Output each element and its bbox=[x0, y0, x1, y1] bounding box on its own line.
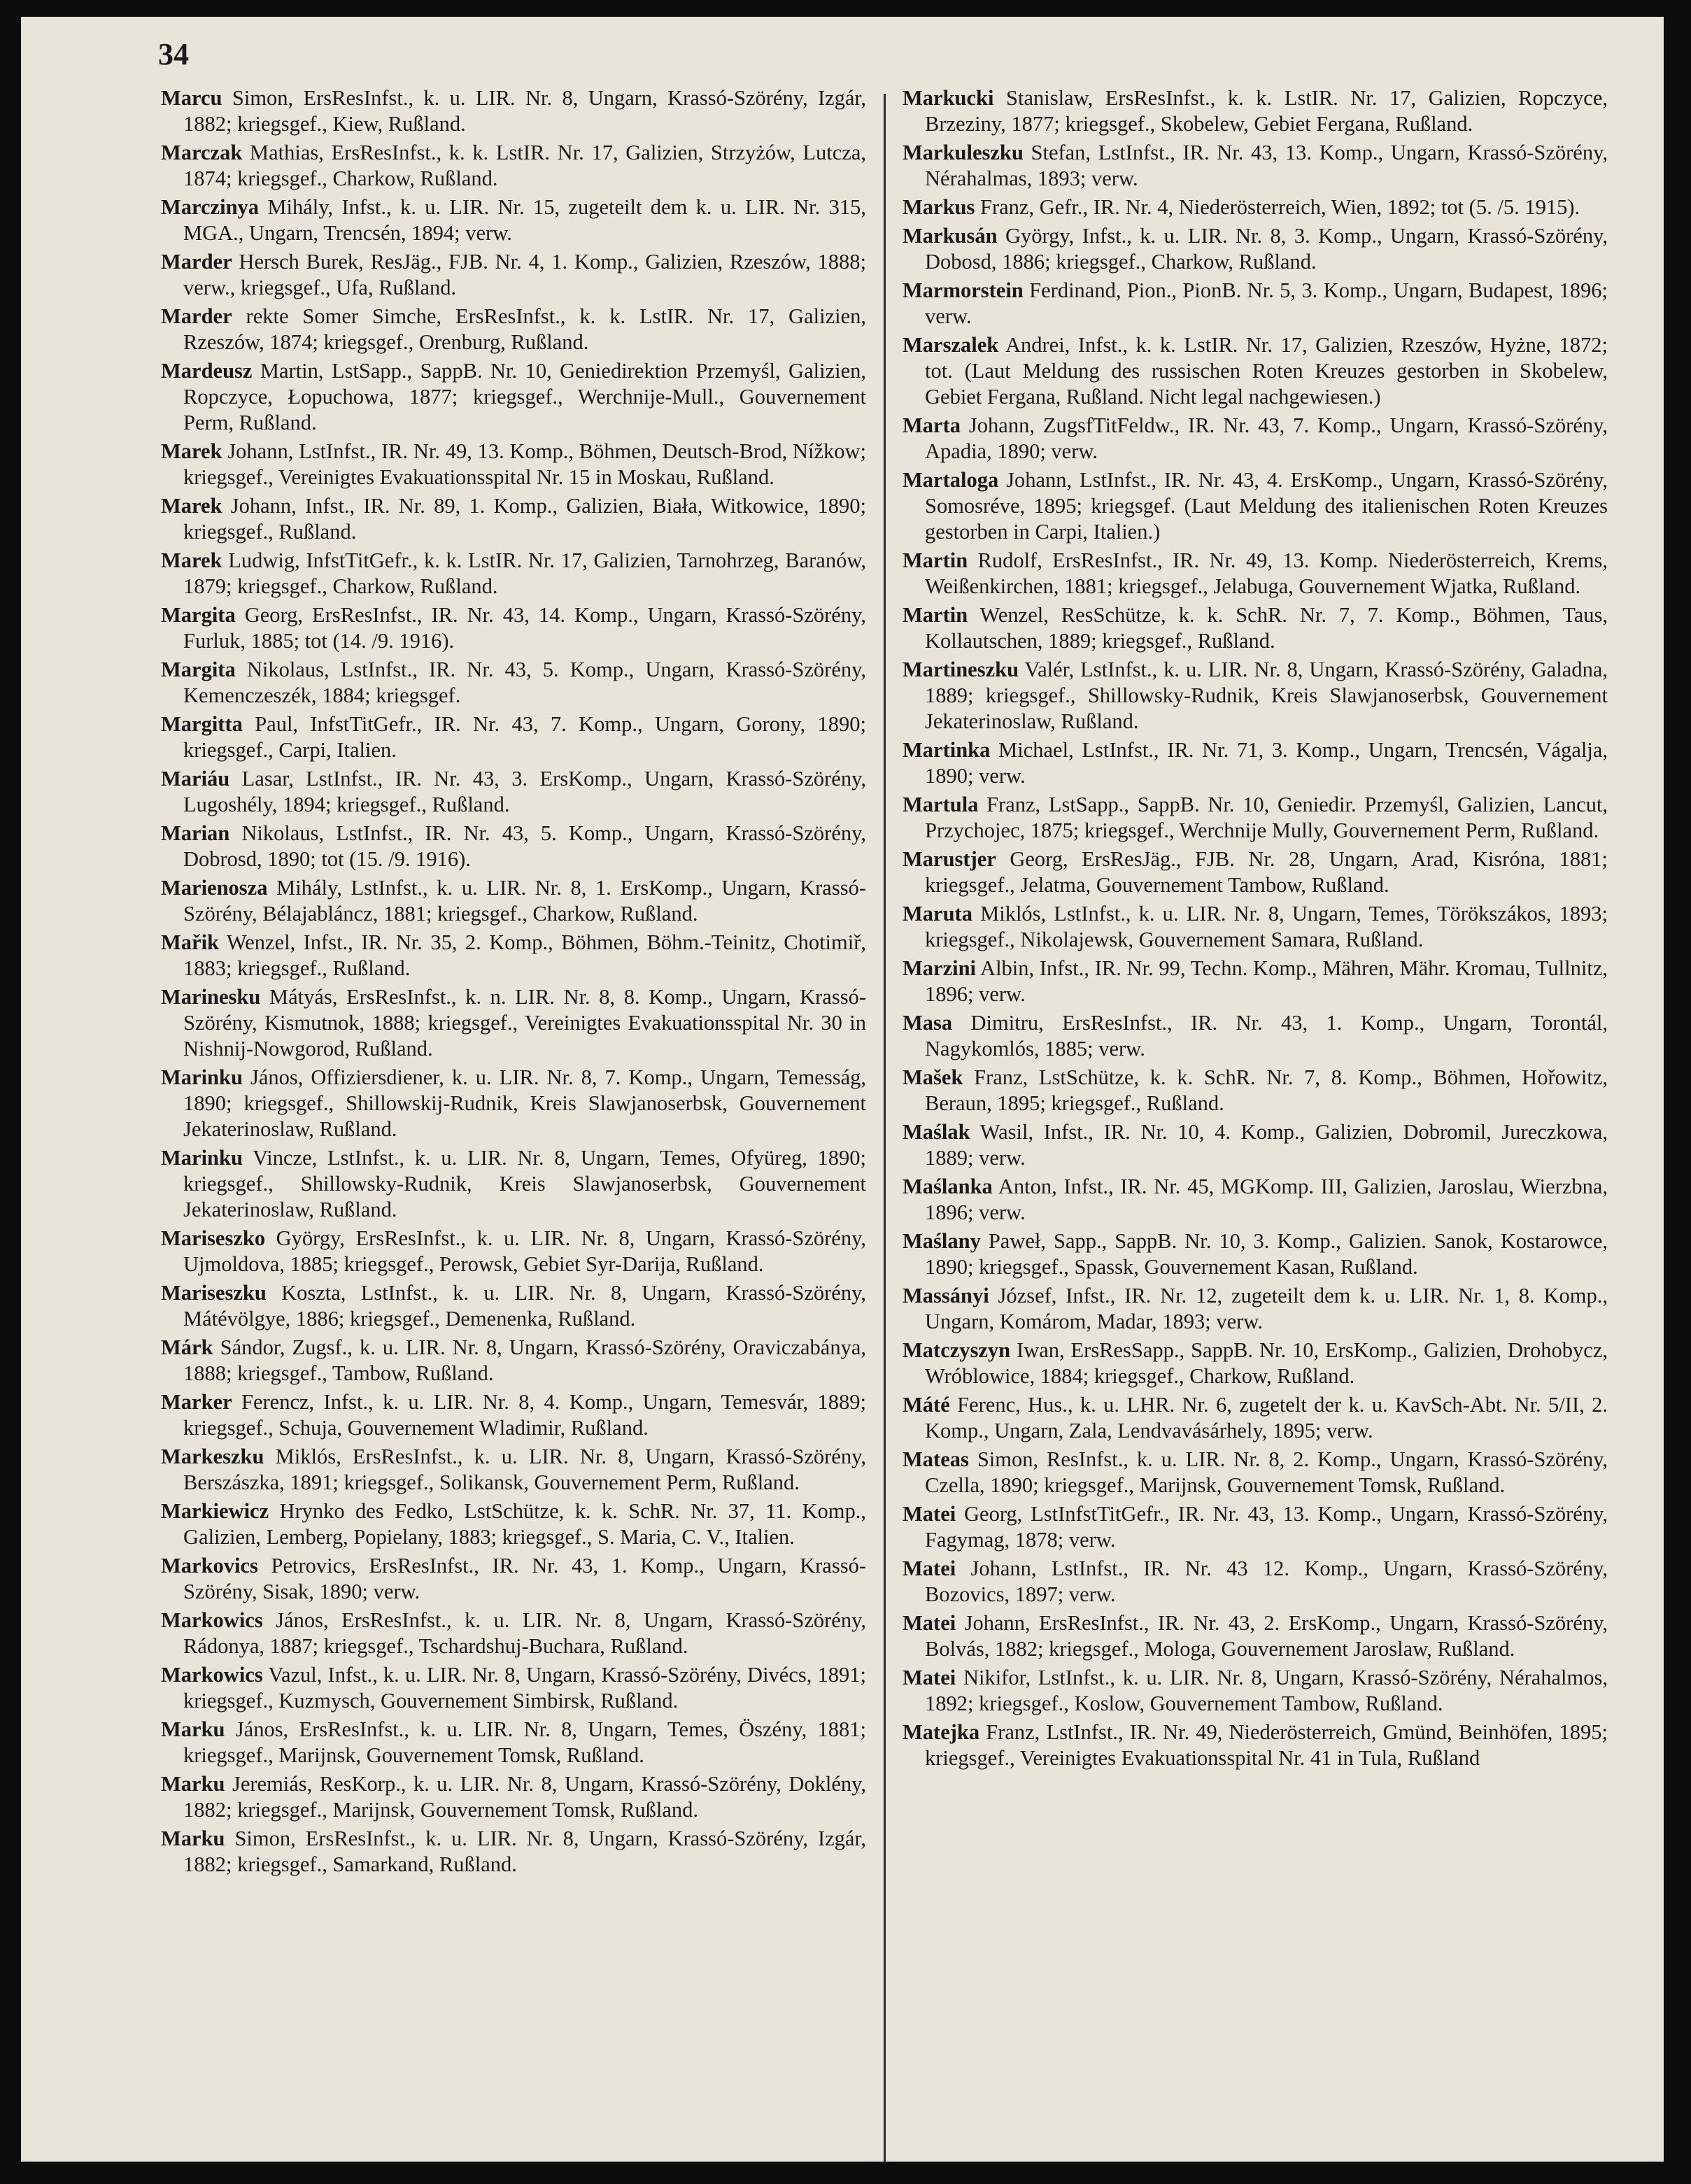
casualty-entry bbox=[161, 1226, 866, 1277]
document-page bbox=[21, 17, 1664, 2162]
entry-surname: Marku bbox=[161, 1772, 225, 1796]
entry-surname: Maślany bbox=[903, 1229, 981, 1253]
casualty-entry bbox=[903, 223, 1608, 275]
casualty-entry bbox=[161, 358, 866, 436]
entry-surname: Maruta bbox=[903, 902, 972, 926]
casualty-entry bbox=[161, 1280, 866, 1332]
entry-details: Simon, ErsResInfst., k. u. LIR. Nr. 8, Ungarn, Krassó-Szörény, Izgár, 1882; kriegsgef., Samarkand, Rußland. bbox=[183, 1827, 866, 1876]
entry-details: Georg, ErsResInfst., IR. Nr. 43, 14. Komp., Ungarn, Krassó-Szörény, Furluk, 1885; tot (14. /9. 1916). bbox=[183, 603, 866, 653]
casualty-entry bbox=[903, 602, 1608, 654]
casualty-entry bbox=[161, 493, 866, 545]
entry-surname: Márk bbox=[161, 1335, 213, 1359]
casualty-entry bbox=[903, 1065, 1608, 1116]
casualty-entry bbox=[903, 792, 1608, 844]
casualty-entry bbox=[903, 1010, 1608, 1062]
entry-details: Franz, Gefr., IR. Nr. 4, Niederösterreich, Wien, 1892; tot (5. /5. 1915). bbox=[975, 195, 1580, 219]
casualty-entry bbox=[903, 1556, 1608, 1608]
casualty-entry bbox=[161, 1608, 866, 1659]
entry-surname: Markowics bbox=[161, 1608, 263, 1632]
entry-details: Albin, Infst., IR. Nr. 99, Techn. Komp., Mähren, Mähr. Kromau, Tullnitz, 1896; verw. bbox=[925, 956, 1608, 1006]
casualty-entry bbox=[161, 930, 866, 981]
entry-surname: Massányi bbox=[903, 1284, 989, 1307]
entry-surname: Matei bbox=[903, 1611, 956, 1635]
entry-details: Anton, Infst., IR. Nr. 45, MGKomp. III, Galizien, Jaroslau, Wierzbna, 1896; verw. bbox=[925, 1175, 1608, 1224]
entry-details: Dimitru, ErsResInfst., IR. Nr. 43, 1. Komp., Ungarn, Torontál, Nagykomlós, 1885; verw. bbox=[925, 1011, 1608, 1061]
entry-details: Mátyás, ErsResInfst., k. n. LIR. Nr. 8, 8. Komp., Ungarn, Krassó-Szörény, Kismutnok, 1888; kriegsgef., Vereinigtes Evakuationsspital Nr. 30 in Nishnij-Nowgorod, Rußland. bbox=[183, 985, 866, 1061]
entry-details: Iwan, ErsResSapp., SappB. Nr. 10, ErsKomp., Galizien, Drohobycz, Wróblowice, 1884; kriegsgef., Charkow, Rußland. bbox=[925, 1338, 1608, 1388]
casualty-entry bbox=[161, 439, 866, 490]
casualty-entry bbox=[161, 140, 866, 192]
casualty-entry bbox=[161, 1553, 866, 1605]
entry-surname: Marder bbox=[161, 304, 232, 328]
casualty-entry bbox=[161, 1771, 866, 1823]
entry-details: Hersch Burek, ResJäg., FJB. Nr. 4, 1. Komp., Galizien, Rzeszów, 1888; verw., kriegsgef., Ufa, Rußland. bbox=[183, 250, 866, 299]
entry-details: Michael, LstInfst., IR. Nr. 71, 3. Komp., Ungarn, Trencsén, Vágalja, 1890; verw. bbox=[925, 738, 1608, 788]
casualty-entry bbox=[903, 657, 1608, 735]
entry-surname: Marczinya bbox=[161, 195, 260, 219]
entry-details: Ferdinand, Pion., PionB. Nr. 5, 3. Komp., Ungarn, Budapest, 1896; verw. bbox=[925, 278, 1608, 328]
casualty-entry bbox=[161, 1065, 866, 1142]
casualty-entry bbox=[903, 1665, 1608, 1717]
entry-details: Stanislaw, ErsResInfst., k. k. LstIR. Nr. 17, Galizien, Ropczyce, Brzeziny, 1877; kriegsgef., Skobelew, Gebiet Fergana, Rußland. bbox=[925, 86, 1608, 136]
entry-details: Andrei, Infst., k. k. LstIR. Nr. 17, Galizien, Rzeszów, Hyżne, 1872; tot. (Laut Meldung des russischen Roten Kreuzes gestorben in Skobelew, Gebiet Fergana, Rußland. Nicht legal nachgewiesen.) bbox=[925, 333, 1608, 409]
entry-surname: Mardeusz bbox=[161, 359, 253, 383]
entry-details: Mathias, ErsResInfst., k. k. LstIR. Nr. 17, Galizien, Strzyżów, Lutcza, 1874; kriegsgef., Charkow, Rußland. bbox=[183, 141, 866, 190]
entry-surname: Mariseszku bbox=[161, 1281, 267, 1305]
page-number: 34 bbox=[158, 37, 189, 71]
entry-details: Vincze, LstInfst., k. u. LIR. Nr. 8, Ungarn, Temes, Ofyüreg, 1890; kriegsgef., Shillowsky-Rudnik, Kreis Slawjanoserbsk, Gouvernement Jekaterinoslaw, Rußland. bbox=[183, 1146, 866, 1221]
entry-details: József, Infst., IR. Nr. 12, zugeteilt dem k. u. LIR. Nr. 1, 8. Komp., Ungarn, Komárom, Madar, 1893; verw. bbox=[925, 1284, 1608, 1333]
entry-surname: Markuleszku bbox=[903, 141, 1024, 164]
entry-surname: Markovics bbox=[161, 1554, 258, 1577]
entry-details: Jeremiás, ResKorp., k. u. LIR. Nr. 8, Ungarn, Krassó-Szörény, Doklény, 1882; kriegsgef., Marijnsk, Gouvernement Tomsk, Rußland. bbox=[183, 1772, 866, 1822]
entry-surname: Marmorstein bbox=[903, 278, 1024, 302]
entry-details: Wasil, Infst., IR. Nr. 10, 4. Komp., Galizien, Dobromil, Jureczkowa, 1889; verw. bbox=[925, 1120, 1608, 1170]
casualty-entry bbox=[903, 194, 1608, 220]
entry-surname: Matei bbox=[903, 1502, 956, 1526]
entry-details: Georg, ErsResJäg., FJB. Nr. 28, Ungarn, Arad, Kisróna, 1881; kriegsgef., Jelatma, Gouvernement Tambow, Rußland. bbox=[925, 847, 1608, 897]
casualty-entry bbox=[903, 1719, 1608, 1771]
casualty-entry bbox=[903, 1338, 1608, 1389]
entry-surname: Máté bbox=[903, 1393, 950, 1417]
entry-details: Johann, ErsResInfst., IR. Nr. 43, 2. ErsKomp., Ungarn, Krassó-Szörény, Bolvás, 1882; kriegsgef., Mologa, Gouvernement Jaroslaw, Rußland. bbox=[925, 1611, 1608, 1661]
casualty-entry bbox=[903, 737, 1608, 789]
casualty-entry bbox=[903, 278, 1608, 329]
entry-details: Johann, LstInfst., IR. Nr. 49, 13. Komp., Böhmen, Deutsch-Brod, Nížkow; kriegsgef., Vereinigtes Evakuationsspital Nr. 15 in Moskau, Rußland. bbox=[183, 439, 866, 489]
casualty-entry bbox=[161, 875, 866, 927]
casualty-entry bbox=[903, 85, 1608, 137]
entry-surname: Markeszku bbox=[161, 1445, 264, 1468]
entry-details: Vazul, Infst., k. u. LIR. Nr. 8, Ungarn, Krassó-Szörény, Divécs, 1891; kriegsgef., Kuzmysch, Gouvernement Simbirsk, Rußland. bbox=[183, 1663, 866, 1713]
entry-details: Lasar, LstInfst., IR. Nr. 43, 3. ErsKomp., Ungarn, Krassó-Szörény, Lugoshély, 1894; kriegsgef., Rußland. bbox=[183, 767, 866, 816]
entry-details: Sándor, Zugsf., k. u. LIR. Nr. 8, Ungarn, Krassó-Szörény, Oraviczabánya, 1888; kriegsgef., Tambow, Rußland. bbox=[183, 1335, 866, 1385]
entry-surname: Margitta bbox=[161, 712, 243, 736]
entry-details: Hrynko des Fedko, LstSchütze, k. k. SchR. Nr. 37, 11. Komp., Galizien, Lemberg, Popielany, 1883; kriegsgef., S. Maria, C. V., Italien. bbox=[183, 1499, 866, 1549]
entry-surname: Martin bbox=[903, 548, 968, 572]
casualty-entry bbox=[161, 1662, 866, 1714]
entry-surname: Marinku bbox=[161, 1146, 243, 1170]
entry-surname: Marku bbox=[161, 1827, 225, 1850]
entry-surname: Martaloga bbox=[903, 468, 999, 492]
entry-details: Mihály, Infst., k. u. LIR. Nr. 15, zugeteilt dem k. u. LIR. Nr. 315, MGA., Ungarn, Trencsén, 1894; verw. bbox=[183, 195, 866, 245]
entry-surname: Marienosza bbox=[161, 876, 268, 900]
entry-surname: Masa bbox=[903, 1011, 953, 1035]
entry-surname: Mašek bbox=[903, 1065, 963, 1089]
casualty-entry bbox=[903, 413, 1608, 465]
entry-details: János, ErsResInfst., k. u. LIR. Nr. 8, Ungarn, Temes, Öszény, 1881; kriegsgef., Marijnsk, Gouvernement Tomsk, Rußland. bbox=[183, 1717, 866, 1767]
casualty-entry bbox=[903, 1447, 1608, 1498]
entry-surname: Maślanka bbox=[903, 1175, 993, 1198]
casualty-entry bbox=[161, 1717, 866, 1768]
casualty-entry bbox=[161, 1444, 866, 1496]
entry-details: Paul, InfstTitGefr., IR. Nr. 43, 7. Komp., Ungarn, Gorony, 1890; kriegsgef., Carpi, Italien. bbox=[183, 712, 866, 762]
entry-surname: Marcu bbox=[161, 86, 222, 110]
entry-details: Ferenc, Hus., k. u. LHR. Nr. 6, zugetelt der k. u. KavSch-Abt. Nr. 5/II, 2. Komp., Ungarn, Zala, Lendvavásárhely, 1895; verw. bbox=[925, 1393, 1608, 1442]
entry-details: Georg, LstInfstTitGefr., IR. Nr. 43, 13. Komp., Ungarn, Krassó-Szörény, Fagymag, 1878; verw. bbox=[925, 1502, 1608, 1552]
casualty-entry bbox=[903, 1283, 1608, 1335]
entry-details: János, ErsResInfst., k. u. LIR. Nr. 8, Ungarn, Krassó-Szörény, Rádonya, 1887; kriegsgef., Tschardshuj-Buchara, Rußland. bbox=[183, 1608, 866, 1658]
entry-surname: Marker bbox=[161, 1390, 232, 1414]
entry-details: rekte Somer Simche, ErsResInfst., k. k. LstIR. Nr. 17, Galizien, Rzeszów, 1874; kriegsgef., Orenburg, Rußland. bbox=[183, 304, 866, 354]
entry-surname: Martineszku bbox=[903, 658, 1019, 681]
entry-details: György, Infst., k. u. LIR. Nr. 8, 3. Komp., Ungarn, Krassó-Szörény, Dobosd, 1886; kriegsgef., Charkow, Rußland. bbox=[925, 224, 1608, 274]
entry-surname: Martula bbox=[903, 793, 979, 816]
entry-details: Ferencz, Infst., k. u. LIR. Nr. 8, 4. Komp., Ungarn, Temesvár, 1889; kriegsgef., Schuja, Gouvernement Wladimir, Rußland. bbox=[183, 1390, 866, 1440]
entry-surname: Marder bbox=[161, 250, 232, 274]
entry-details: Rudolf, ErsResInfst., IR. Nr. 49, 13. Komp. Niederösterreich, Krems, Weißenkirchen, 1881; kriegsgef., Jelabuga, Gouvernement Wjatka, Rußland. bbox=[925, 548, 1608, 598]
entry-surname: Marian bbox=[161, 821, 230, 845]
casualty-entry bbox=[903, 332, 1608, 410]
entry-surname: Martin bbox=[903, 603, 968, 627]
entry-details: Miklós, ErsResInfst., k. u. LIR. Nr. 8, Ungarn, Krassó-Szörény, Berszászka, 1891; kriegsgef., Solikansk, Gouvernement Perm, Rußland. bbox=[183, 1445, 866, 1494]
casualty-entry bbox=[161, 766, 866, 818]
entry-surname: Marzini bbox=[903, 956, 977, 980]
casualty-entry bbox=[903, 901, 1608, 953]
casualty-entry bbox=[161, 1389, 866, 1441]
entry-surname: Marku bbox=[161, 1717, 225, 1741]
casualty-entry bbox=[903, 548, 1608, 600]
entry-surname: Markusán bbox=[903, 224, 998, 248]
entry-details: Mihály, LstInfst., k. u. LIR. Nr. 8, 1. ErsKomp., Ungarn, Krassó-Szörény, Bélajabláncz, 1881; kriegsgef., Charkow, Rußland. bbox=[183, 876, 866, 926]
entry-surname: Mariáu bbox=[161, 767, 230, 790]
casualty-entry bbox=[161, 85, 866, 137]
casualty-entry bbox=[161, 711, 866, 763]
casualty-entry bbox=[903, 1610, 1608, 1662]
casualty-entry bbox=[161, 1335, 866, 1387]
casualty-entry bbox=[903, 1501, 1608, 1553]
entry-surname: Marek bbox=[161, 548, 222, 572]
entry-surname: Mariseszko bbox=[161, 1226, 266, 1250]
entry-details: Johann, LstInfst., IR. Nr. 43 12. Komp., Ungarn, Krassó-Szörény, Bozovics, 1897; verw. bbox=[925, 1557, 1608, 1606]
entry-surname: Margita bbox=[161, 603, 236, 627]
casualty-entry bbox=[903, 467, 1608, 545]
entry-surname: Markus bbox=[903, 195, 975, 219]
casualty-entry bbox=[161, 194, 866, 246]
entry-surname: Mařik bbox=[161, 930, 220, 954]
entry-details: Valér, LstInfst., k. u. LIR. Nr. 8, Ungarn, Krassó-Szörény, Galadna, 1889; kriegsgef., Shillowsky-Rudnik, Kreis Slawjanoserbsk, Gouvernement Jekaterinoslaw, Rußland. bbox=[925, 658, 1608, 733]
entry-surname: Marszalek bbox=[903, 333, 999, 357]
entry-details: Wenzel, ResSchütze, k. k. SchR. Nr. 7, 7. Komp., Böhmen, Taus, Kollautschen, 1889; kriegsgef., Rußland. bbox=[925, 603, 1608, 653]
casualty-entry bbox=[903, 140, 1608, 192]
casualty-entry bbox=[903, 1174, 1608, 1226]
entry-surname: Markiewicz bbox=[161, 1499, 269, 1523]
entry-surname: Marustjer bbox=[903, 847, 996, 871]
entry-details: Martin, LstSapp., SappB. Nr. 10, Geniedirektion Przemyśl, Galizien, Ropczyce, Łopuchowa, 1877; kriegsgef., Werchnije-Mull., Gouvernement Perm, Rußland. bbox=[183, 359, 866, 434]
casualty-entry bbox=[161, 984, 866, 1062]
entry-details: Petrovics, ErsResInfst., IR. Nr. 43, 1. Komp., Ungarn, Krassó-Szörény, Sisak, 1890; verw. bbox=[183, 1554, 866, 1603]
casualty-entry bbox=[161, 304, 866, 355]
entry-details: János, Offiziersdiener, k. u. LIR. Nr. 8, 7. Komp., Ungarn, Temesság, 1890; kriegsgef., Shillowskij-Rudnik, Kreis Slawjanoserbsk, Gouvernement Jekaterinoslaw, Rußland. bbox=[183, 1065, 866, 1141]
entry-surname: Markucki bbox=[903, 86, 994, 110]
entry-surname: Matei bbox=[903, 1666, 956, 1689]
entry-surname: Martinka bbox=[903, 738, 991, 762]
entry-details: Miklós, LstInfst., k. u. LIR. Nr. 8, Ungarn, Temes, Törökszákos, 1893; kriegsgef., Nikolajewsk, Gouvernement Samara, Rußland. bbox=[925, 902, 1608, 951]
entry-surname: Mateas bbox=[903, 1447, 969, 1471]
entry-surname: Maślak bbox=[903, 1120, 970, 1144]
entry-surname: Marinku bbox=[161, 1065, 243, 1089]
entry-details: Simon, ResInfst., k. u. LIR. Nr. 8, 2. Komp., Ungarn, Krassó-Szörény, Czella, 1890; kriegsgef., Marijnsk, Gouvernement Tomsk, Rußland. bbox=[925, 1447, 1608, 1497]
entry-surname: Margita bbox=[161, 658, 236, 681]
right-column bbox=[903, 85, 1608, 1774]
casualty-entry bbox=[161, 1145, 866, 1223]
entry-details: Wenzel, Infst., IR. Nr. 35, 2. Komp., Böhmen, Böhm.-Teinitz, Chotimiř, 1883; kriegsgef., Rußland. bbox=[183, 930, 866, 980]
casualty-entry bbox=[903, 1228, 1608, 1280]
casualty-entry bbox=[161, 1826, 866, 1878]
entry-details: Ludwig, InfstTitGefr., k. k. LstIR. Nr. 17, Galizien, Tarnohrzeg, Baranów, 1879; kriegsgef., Charkow, Rußland. bbox=[183, 548, 866, 598]
entry-details: György, ErsResInfst., k. u. LIR. Nr. 8, Ungarn, Krassó-Szörény, Ujmoldova, 1885; kriegsgef., Perowsk, Gebiet Syr-Darija, Rußland. bbox=[183, 1226, 866, 1276]
left-column bbox=[161, 85, 866, 1880]
entry-details: Johann, ZugsfTitFeldw., IR. Nr. 43, 7. Komp., Ungarn, Krassó-Szörény, Apadia, 1890; verw. bbox=[925, 413, 1608, 463]
casualty-entry bbox=[161, 657, 866, 709]
entry-details: Nikolaus, LstInfst., IR. Nr. 43, 5. Komp., Ungarn, Krassó-Szörény, Kemenczeszék, 1884; kriegsgef. bbox=[183, 658, 866, 707]
entry-surname: Matei bbox=[903, 1557, 956, 1580]
entry-details: Koszta, LstInfst., k. u. LIR. Nr. 8, Ungarn, Krassó-Szörény, Mátévölgye, 1886; kriegsgef., Demenenka, Rußland. bbox=[183, 1281, 866, 1331]
entry-surname: Marek bbox=[161, 439, 222, 463]
casualty-entry bbox=[161, 1498, 866, 1550]
entry-details: Franz, LstSapp., SappB. Nr. 10, Geniedir. Przemyśl, Galizien, Lancut, Przychojec, 1875; kriegsgef., Werchnije Mully, Gouvernement Perm, Rußland. bbox=[925, 793, 1608, 842]
entry-surname: Marek bbox=[161, 494, 222, 518]
casualty-entry bbox=[903, 1119, 1608, 1171]
casualty-entry bbox=[161, 548, 866, 600]
casualty-entry bbox=[161, 249, 866, 301]
entry-details: Franz, LstSchütze, k. k. SchR. Nr. 7, 8. Komp., Böhmen, Hořowitz, Beraun, 1895; kriegsgef., Rußland. bbox=[925, 1065, 1608, 1115]
casualty-entry bbox=[903, 956, 1608, 1007]
entry-surname: Matejka bbox=[903, 1720, 980, 1744]
entry-details: Johann, LstInfst., IR. Nr. 43, 4. ErsKomp., Ungarn, Krassó-Szörény, Somosréve, 1895; kriegsgef. (Laut Meldung des italienischen Roten Kreuzes gestorben in Carpi, Italien.) bbox=[925, 468, 1608, 544]
entry-surname: Matczyszyn bbox=[903, 1338, 1011, 1362]
casualty-entry bbox=[161, 821, 866, 872]
entry-details: Nikifor, LstInfst., k. u. LIR. Nr. 8, Ungarn, Krassó-Szörény, Nérahalmos, 1892; kriegsgef., Koslow, Gouvernement Tambow, Rußland. bbox=[925, 1666, 1608, 1715]
entry-details: Paweł, Sapp., SappB. Nr. 10, 3. Komp., Galizien. Sanok, Kostarowce, 1890; kriegsgef., Spassk, Gouvernement Kasan, Rußland. bbox=[925, 1229, 1608, 1279]
entry-details: Simon, ErsResInfst., k. u. LIR. Nr. 8, Ungarn, Krassó-Szörény, Izgár, 1882; kriegsgef., Kiew, Rußland. bbox=[183, 86, 866, 136]
casualty-entry bbox=[161, 602, 866, 654]
entry-details: Franz, LstInfst., IR. Nr. 49, Niederösterreich, Gmünd, Beinhöfen, 1895; kriegsgef., Vereinigtes Evakuationsspital Nr. 41 in Tula, Rußland bbox=[925, 1720, 1608, 1770]
casualty-entry bbox=[903, 846, 1608, 898]
entry-details: Nikolaus, LstInfst., IR. Nr. 43, 5. Komp., Ungarn, Krassó-Szörény, Dobrosd, 1890; tot (15. /9. 1916). bbox=[183, 821, 866, 871]
entry-surname: Marta bbox=[903, 413, 961, 437]
entry-surname: Marczak bbox=[161, 141, 243, 164]
entry-surname: Marinesku bbox=[161, 985, 261, 1009]
entry-surname: Markowics bbox=[161, 1663, 263, 1687]
entry-details: Johann, Infst., IR. Nr. 89, 1. Komp., Galizien, Biała, Witkowice, 1890; kriegsgef., Rußland. bbox=[183, 494, 866, 544]
entry-details: Stefan, LstInfst., IR. Nr. 43, 13. Komp., Ungarn, Krassó-Szörény, Nérahalmas, 1893; verw. bbox=[925, 141, 1608, 190]
casualty-entry bbox=[903, 1392, 1608, 1444]
column-divider bbox=[884, 94, 886, 2162]
